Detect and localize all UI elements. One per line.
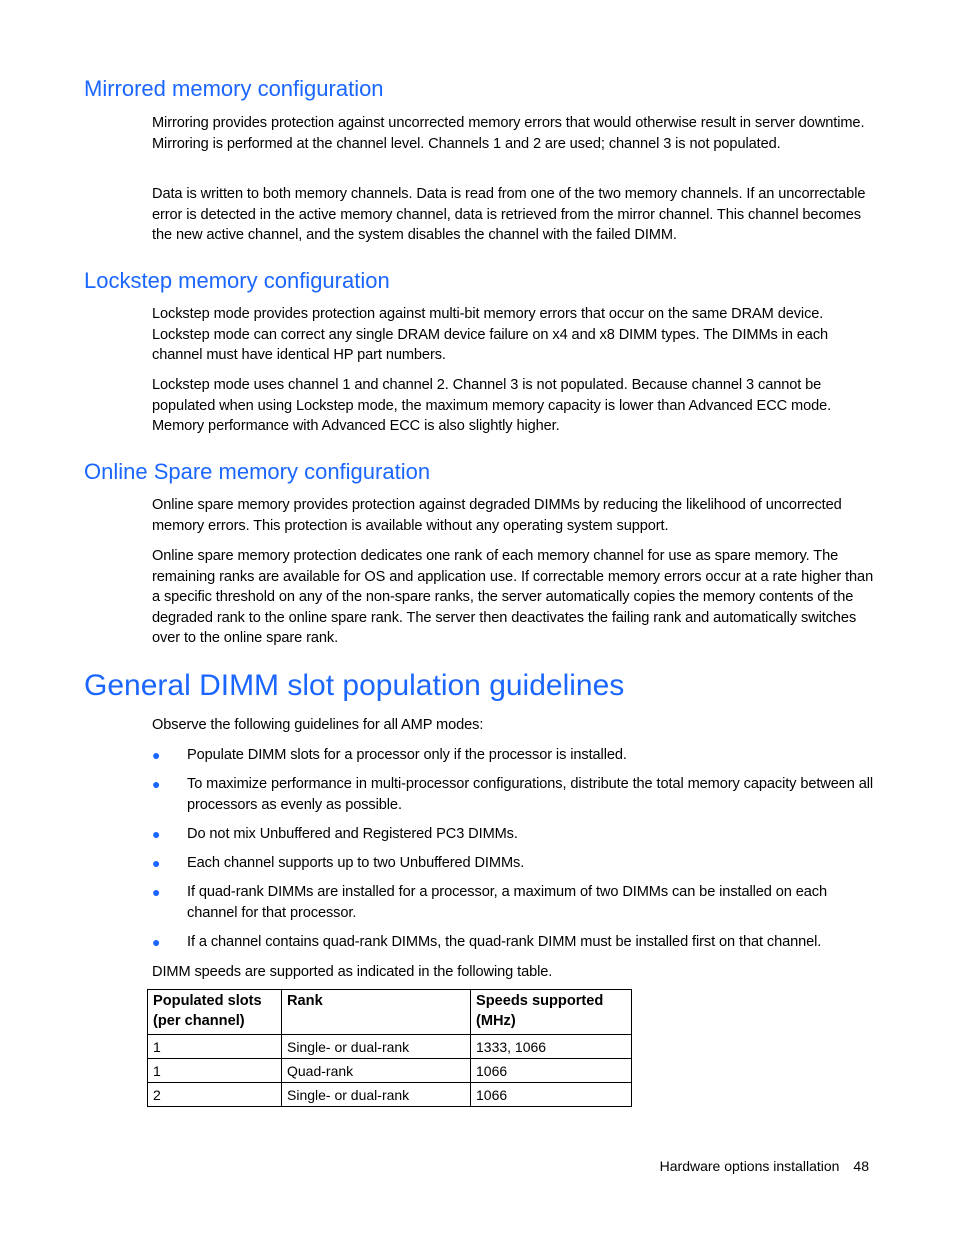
table-header: Rank [282,990,471,1035]
table-cell: 2 [148,1083,282,1107]
table-intro: DIMM speeds are supported as indicated in the following table. [152,964,553,980]
list-item: ● To maximize performance in multi-processor configurations, distribute the total memory capacity between all processors as evenly as possible. [152,776,874,813]
bullet-icon: ● [152,776,161,792]
section-heading-mirrored: Mirrored memory configuration [84,76,384,101]
list-item: ● Populate DIMM slots for a processor only if the processor is installed. [152,745,874,766]
list-item: ● Each channel supports up to two Unbuffered DIMMs. [152,853,874,874]
page-heading-guidelines: General DIMM slot population guidelines [84,669,625,702]
paragraph: Online spare memory protection dedicates one rank of each memory channel for use as spare memory. The remaining ranks are available for OS and application use. If correctable memory errors occur at a rate higher than a specific threshold on any of the non-spare ranks, the server automatically copies the memory contents of the degraded rank to the online spare rank. The server then deactivates the failing rank and automatically switches over to the online spare rank. [152,548,874,647]
list-item: ● If quad-rank DIMMs are installed for a processor, a maximum of two DIMMs can be installed on each channel for that processor. [152,884,827,921]
table-cell: 1 [148,1035,282,1059]
list-item: ● Do not mix Unbuffered and Registered PC3 DIMMs. [152,824,874,845]
footer-section-title: Hardware options installation [659,1158,840,1174]
guidelines-intro: Observe the following guidelines for all AMP modes: [152,717,484,733]
section-heading-lockstep: Lockstep memory configuration [84,268,390,293]
table-cell: 1333, 1066 [471,1035,632,1059]
table-cell: 1066 [471,1083,632,1107]
page-footer [660,1158,869,1174]
bullet-icon: ● [152,934,161,950]
paragraph: Mirroring provides protection against uncorrected memory errors that would otherwise result in server downtime. Mirroring is performed at the channel level. Channels 1 and 2 are used; channel 3 is not populated. [152,115,865,152]
table-cell: 1066 [471,1059,632,1083]
paragraph: Data is written to both memory channels. Data is read from one of the two memory channels. If an uncorrectable error is detected in the active memory channel, data is retrieved from the mirror channel. This channel becomes the new active channel, and the system disables the channel with the failed DIMM. [152,186,866,244]
list-item: ● If a channel contains quad-rank DIMMs, the quad-rank DIMM must be installed first on that channel. [152,932,874,953]
table-row [148,1035,632,1059]
bullet-icon: ● [152,855,161,871]
table-header: Populated slots (per channel) [148,990,282,1035]
section-heading-online-spare: Online Spare memory configuration [84,459,431,484]
bullet-icon: ● [152,826,161,842]
table-row [148,1059,632,1083]
table-row [148,1083,632,1107]
paragraph: Lockstep mode uses channel 1 and channel 2. Channel 3 is not populated. Because channel 3 cannot be populated when using Lockstep mode, the maximum memory capacity is lower than Advanced ECC mode. Memory performance with Advanced ECC is also slightly higher. [152,377,832,435]
table-header-row [148,990,632,1035]
page-number: 48 [853,1158,869,1174]
table-cell: Single- or dual-rank [282,1083,471,1107]
bullet-icon: ● [152,747,161,763]
table-cell: Quad-rank [282,1059,471,1083]
table-cell: 1 [148,1059,282,1083]
paragraph: Lockstep mode provides protection against multi-bit memory errors that occur on the same DRAM device. Lockstep mode can correct any single DRAM device failure on x4 and x8 DIMM types. The DIMMs in each channel must have identical HP part numbers. [152,306,829,364]
paragraph: Online spare memory provides protection against degraded DIMMs by reducing the likelihood of uncorrected memory errors. This protection is available without any operating system support. [152,497,842,534]
table-header: Speeds supported (MHz) [471,990,632,1035]
table-cell: Single- or dual-rank [282,1035,471,1059]
dimm-speed-table [147,989,632,1107]
bullet-icon: ● [152,884,161,900]
